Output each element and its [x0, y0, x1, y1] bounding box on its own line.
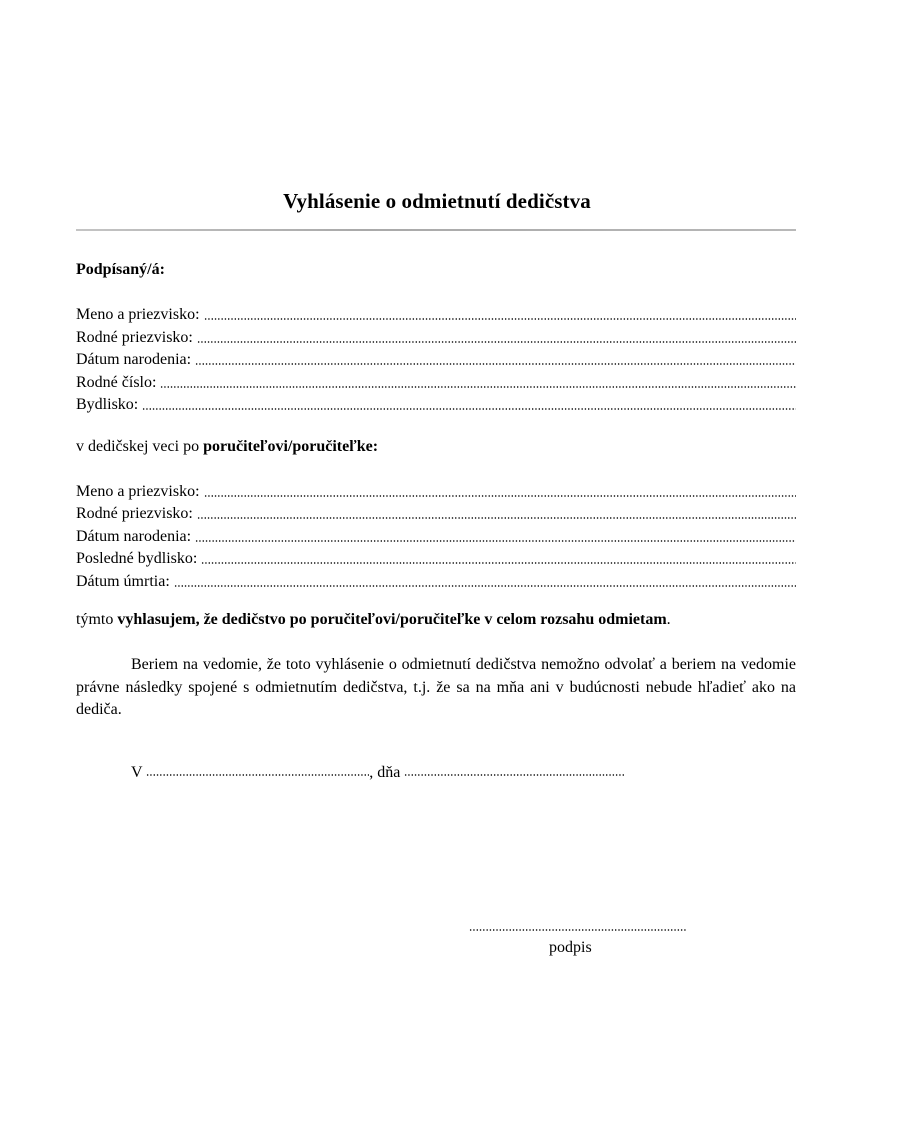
field-label: Meno a priezvisko: [76, 483, 200, 500]
field-label: Rodné priezvisko: [76, 329, 193, 346]
signatory-address-field[interactable] [76, 393, 796, 415]
declaration-statement [76, 610, 671, 630]
declaration-prefix: týmto [76, 611, 118, 628]
estate-intro-bold: poručiteľovi/poručiteľke: [203, 438, 379, 455]
field-label: Posledné bydlisko: [76, 550, 198, 567]
estate-intro-prefix: v dedičskej veci po [76, 438, 204, 455]
field-label: Dátum narodenia: [76, 528, 192, 545]
document-title: Vyhlásenie o odmietnutí dedičstva [283, 189, 591, 213]
fill-in-dots [195, 539, 796, 543]
deceased-birth-surname-field[interactable] [76, 502, 796, 524]
deceased-last-address-field[interactable] [76, 547, 796, 569]
signatory-birth-surname-field[interactable] [76, 326, 796, 348]
signature-label: podpis [549, 939, 592, 956]
fill-in-dots [204, 317, 796, 321]
field-label: Rodné číslo: [76, 374, 157, 391]
place-date-line [131, 763, 625, 783]
deceased-name-field[interactable] [76, 480, 796, 502]
field-label: Bydlisko: [76, 396, 139, 413]
acknowledgement-paragraph: Beriem na vedomie, že toto vyhlásenie o odmietnutí dedičstva nemožno odvolať a beriem na vedomie právne následky spojené s odmietnutím dedičstva, t.j. že sa na mňa ani v budúcnosti nebude hľadieť ako na dediča. [76, 656, 796, 718]
signatory-heading: Podpísaný/á: [76, 261, 165, 278]
deceased-death-date-field[interactable] [76, 570, 796, 592]
field-label: Meno a priezvisko: [76, 306, 200, 323]
date-fill-in[interactable] [404, 773, 625, 777]
place-fill-in[interactable] [146, 773, 369, 777]
signatory-birth-date-field[interactable] [76, 348, 796, 370]
date-prefix: , dňa [369, 764, 401, 781]
signature-line[interactable] [469, 928, 687, 932]
field-label: Dátum úmrtia: [76, 573, 170, 590]
deceased-birth-date-field[interactable] [76, 525, 796, 547]
fill-in-dots [174, 584, 796, 588]
estate-intro [76, 437, 378, 457]
fill-in-dots [160, 385, 796, 389]
signatory-birth-number-field[interactable] [76, 371, 796, 393]
place-prefix: V [131, 764, 143, 781]
field-label: Dátum narodenia: [76, 351, 192, 368]
signatory-name-field[interactable] [76, 303, 796, 325]
fill-in-dots [197, 516, 796, 520]
declaration-suffix: . [666, 611, 671, 628]
title-divider [76, 229, 796, 231]
fill-in-dots [197, 340, 796, 344]
fill-in-dots [142, 407, 796, 411]
field-label: Rodné priezvisko: [76, 505, 193, 522]
fill-in-dots [201, 561, 796, 565]
fill-in-dots [195, 362, 796, 366]
declaration-bold: vyhlasujem, že dedičstvo po poručiteľovi/poručiteľke v celom rozsahu odmietam [117, 611, 667, 628]
fill-in-dots [204, 494, 796, 498]
